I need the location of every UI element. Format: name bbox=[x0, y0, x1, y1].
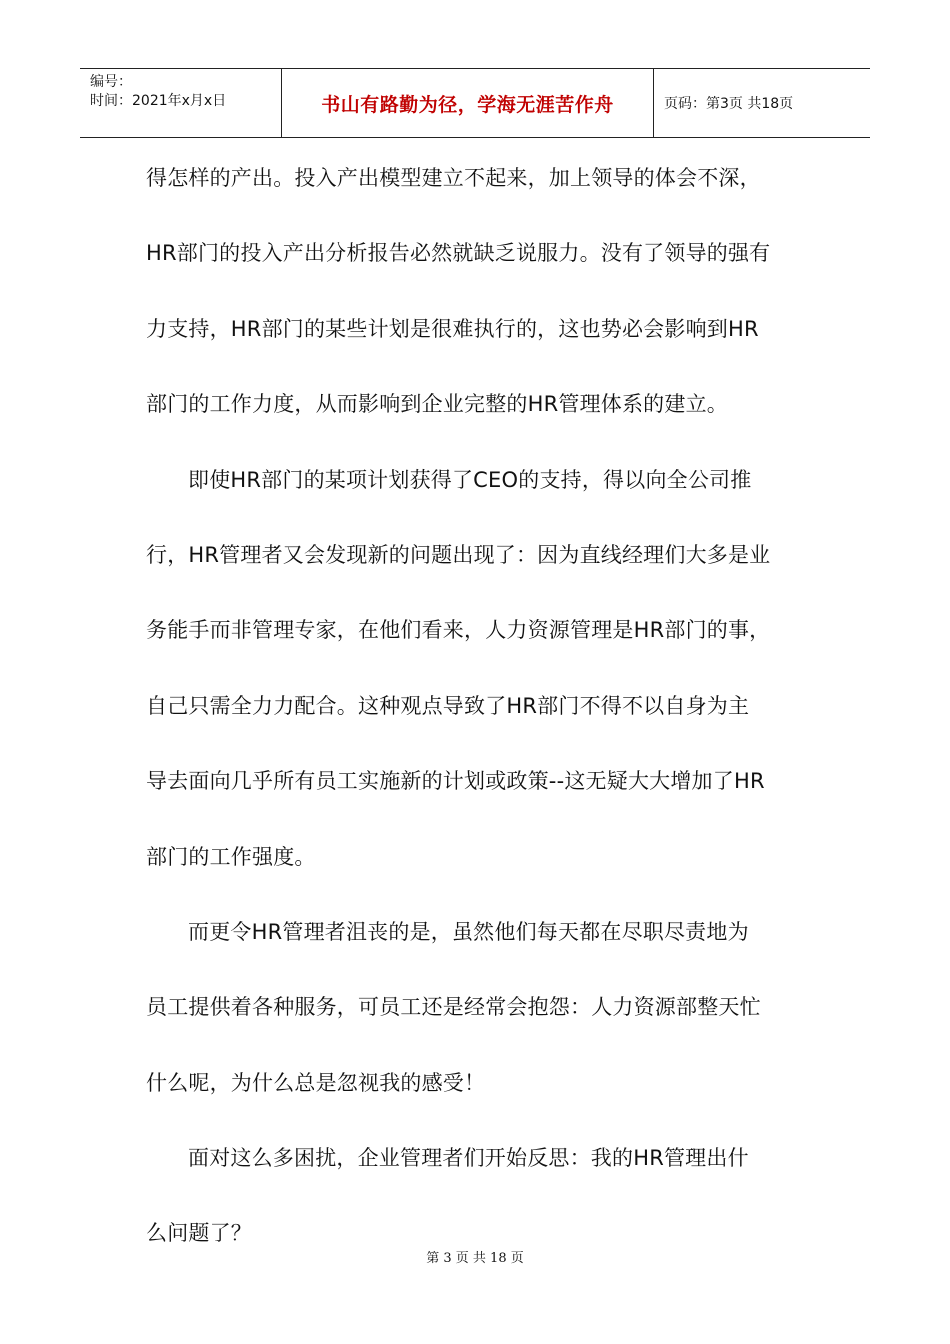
body-line: 即使HR部门的某项计划获得了CEO的支持，得以向全公司推 bbox=[188, 467, 752, 492]
body-line: 部门的工作强度。 bbox=[146, 844, 316, 869]
document-header bbox=[80, 68, 870, 138]
body-line: 力支持，HR部门的某些计划是很难执行的，这也势必会影响到HR bbox=[146, 316, 759, 341]
body-line: 而更令HR管理者沮丧的是，虽然他们每天都在尽职尽责地为 bbox=[188, 919, 749, 944]
body-line: 务能手而非管理专家，在他们看来，人力资源管理是HR部门的事， bbox=[146, 618, 771, 643]
document-number-label: 编号： bbox=[90, 74, 132, 90]
body-line: 得怎样的产出。投入产出模型建立不起来，加上领导的体会不深， bbox=[146, 166, 761, 190]
body-line: 么问题了？ bbox=[146, 1221, 252, 1246]
header-motto: 书山有路勤为径，学海无涯苦作舟 bbox=[321, 93, 614, 116]
document-date-label: 时间：2021年x月x日 bbox=[90, 93, 227, 109]
body-line: 什么呢，为什么总是忽视我的感受！ bbox=[146, 1070, 486, 1095]
body-line: 导去面向几乎所有员工实施新的计划或政策--这无疑大大增加了HR bbox=[146, 769, 765, 794]
body-line: 行，HR管理者又会发现新的问题出现了：因为直线经理们大多是业 bbox=[146, 542, 771, 567]
body-line: 面对这么多困扰，企业管理者们开始反思：我的HR管理出什 bbox=[188, 1146, 749, 1171]
document-body bbox=[146, 141, 816, 1272]
header-info-cell bbox=[80, 69, 282, 137]
body-line: 部门的工作力度，从而影响到企业完整的HR管理体系的建立。 bbox=[146, 392, 728, 417]
body-line: 员工提供着各种服务，可员工还是经常会抱怨：人力资源部整天忙 bbox=[146, 995, 761, 1020]
header-page-label: 页码：第3页 共18页 bbox=[664, 96, 794, 112]
page-footer: 第 3 页 共 18 页 bbox=[426, 1251, 524, 1266]
body-line: 自己只需全力力配合。这种观点导致了HR部门不得不以自身为主 bbox=[146, 693, 750, 718]
header-motto-cell bbox=[282, 69, 654, 137]
body-line: HR部门的投入产出分析报告必然就缺乏说服力。没有了领导的强有 bbox=[146, 241, 771, 266]
header-page-cell bbox=[654, 69, 870, 137]
